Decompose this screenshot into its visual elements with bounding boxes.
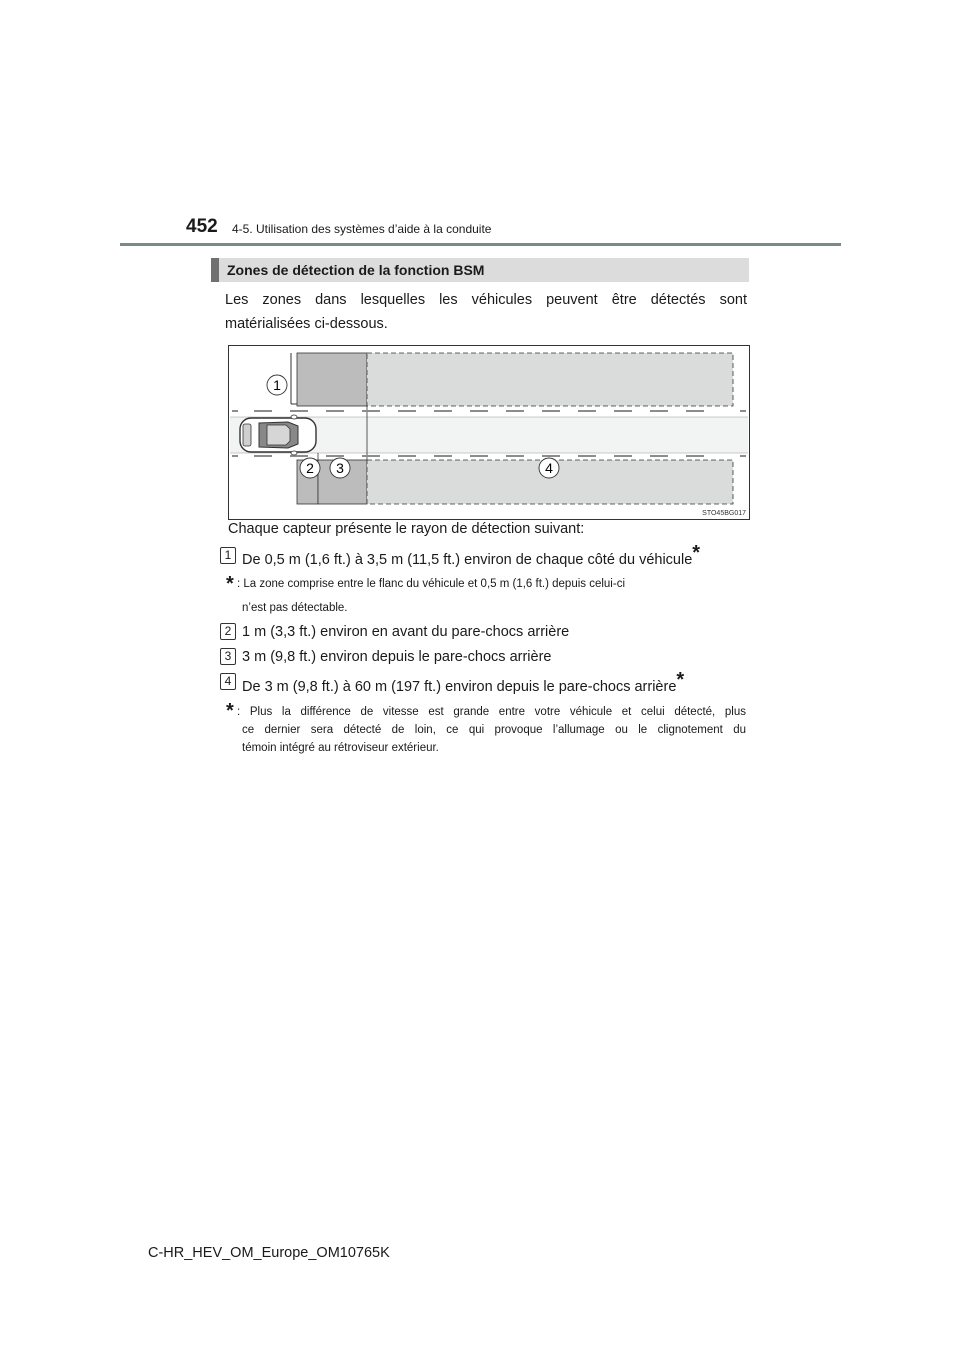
page-number: 452: [186, 216, 218, 237]
item-1-text: De 0,5 m (1,6 ft.) à 3,5 m (11,5 ft.) environ de chaque côté du véhicule: [242, 552, 693, 568]
section-heading: [211, 258, 749, 282]
image-code: STO45BG017: [702, 510, 746, 517]
vehicle-icon: [240, 415, 316, 455]
callout-4: 4: [545, 460, 553, 476]
section-title: 4-5. Utilisation des systèmes d’aide à la conduite: [232, 222, 492, 236]
item-number-3: 3: [220, 648, 236, 665]
item-2-text: 1 m (3,3 ft.) environ en avant du pare-chocs arrière: [242, 624, 570, 640]
intro-paragraph: [225, 288, 747, 336]
item-3-text: 3 m (9,8 ft.) environ depuis le pare-chocs arrière: [242, 649, 552, 665]
item-4-text: De 3 m (9,8 ft.) à 60 m (197 ft.) environ depuis le pare-chocs arrière: [242, 679, 677, 695]
header-rule: [120, 243, 841, 246]
zone-1-light: [367, 353, 733, 406]
intro-line-1: Les zones dans lesquelles les véhicules peuvent être détectés sont: [225, 292, 747, 308]
bsm-zone-diagram: [228, 345, 751, 521]
callout-2: 2: [306, 460, 314, 476]
note-2-line-1: : Plus la différence de vitesse est grande entre votre véhicule et celui détecté, plus: [237, 706, 746, 718]
sensor-intro: Chaque capteur présente le rayon de détection suivant:: [228, 521, 585, 537]
note-1-star: *: [226, 573, 234, 595]
callout-1: 1: [273, 377, 281, 393]
item-number-1: 1: [220, 547, 236, 564]
item-number-2: 2: [220, 623, 236, 640]
note-2-line-3: témoin intégré au rétroviseur extérieur.: [242, 742, 439, 754]
note-1-line-1: : La zone comprise entre le flanc du véhicule et 0,5 m (1,6 ft.) depuis celui-ci: [237, 578, 626, 590]
note-2-star: *: [226, 700, 234, 722]
item-4-star: *: [676, 669, 685, 691]
callout-3: 3: [336, 460, 344, 476]
item-1-star: *: [692, 542, 701, 564]
intro-line-2: matérialisées ci-dessous.: [225, 316, 388, 332]
item-4: [242, 669, 685, 697]
section-heading-text: Zones de détection de la fonction BSM: [227, 262, 485, 278]
zone-1-dark: [297, 353, 367, 406]
footer-doc-id: C-HR_HEV_OM_Europe_OM10765K: [148, 1245, 390, 1261]
note-1-line-2: n’est pas détectable.: [242, 602, 348, 614]
item-number-4: 4: [220, 673, 236, 690]
note-2-line-2: ce dernier sera détecté de loin, ce qui provoque l’allumage ou le clignotement du: [242, 724, 746, 736]
item-1: [242, 542, 701, 570]
